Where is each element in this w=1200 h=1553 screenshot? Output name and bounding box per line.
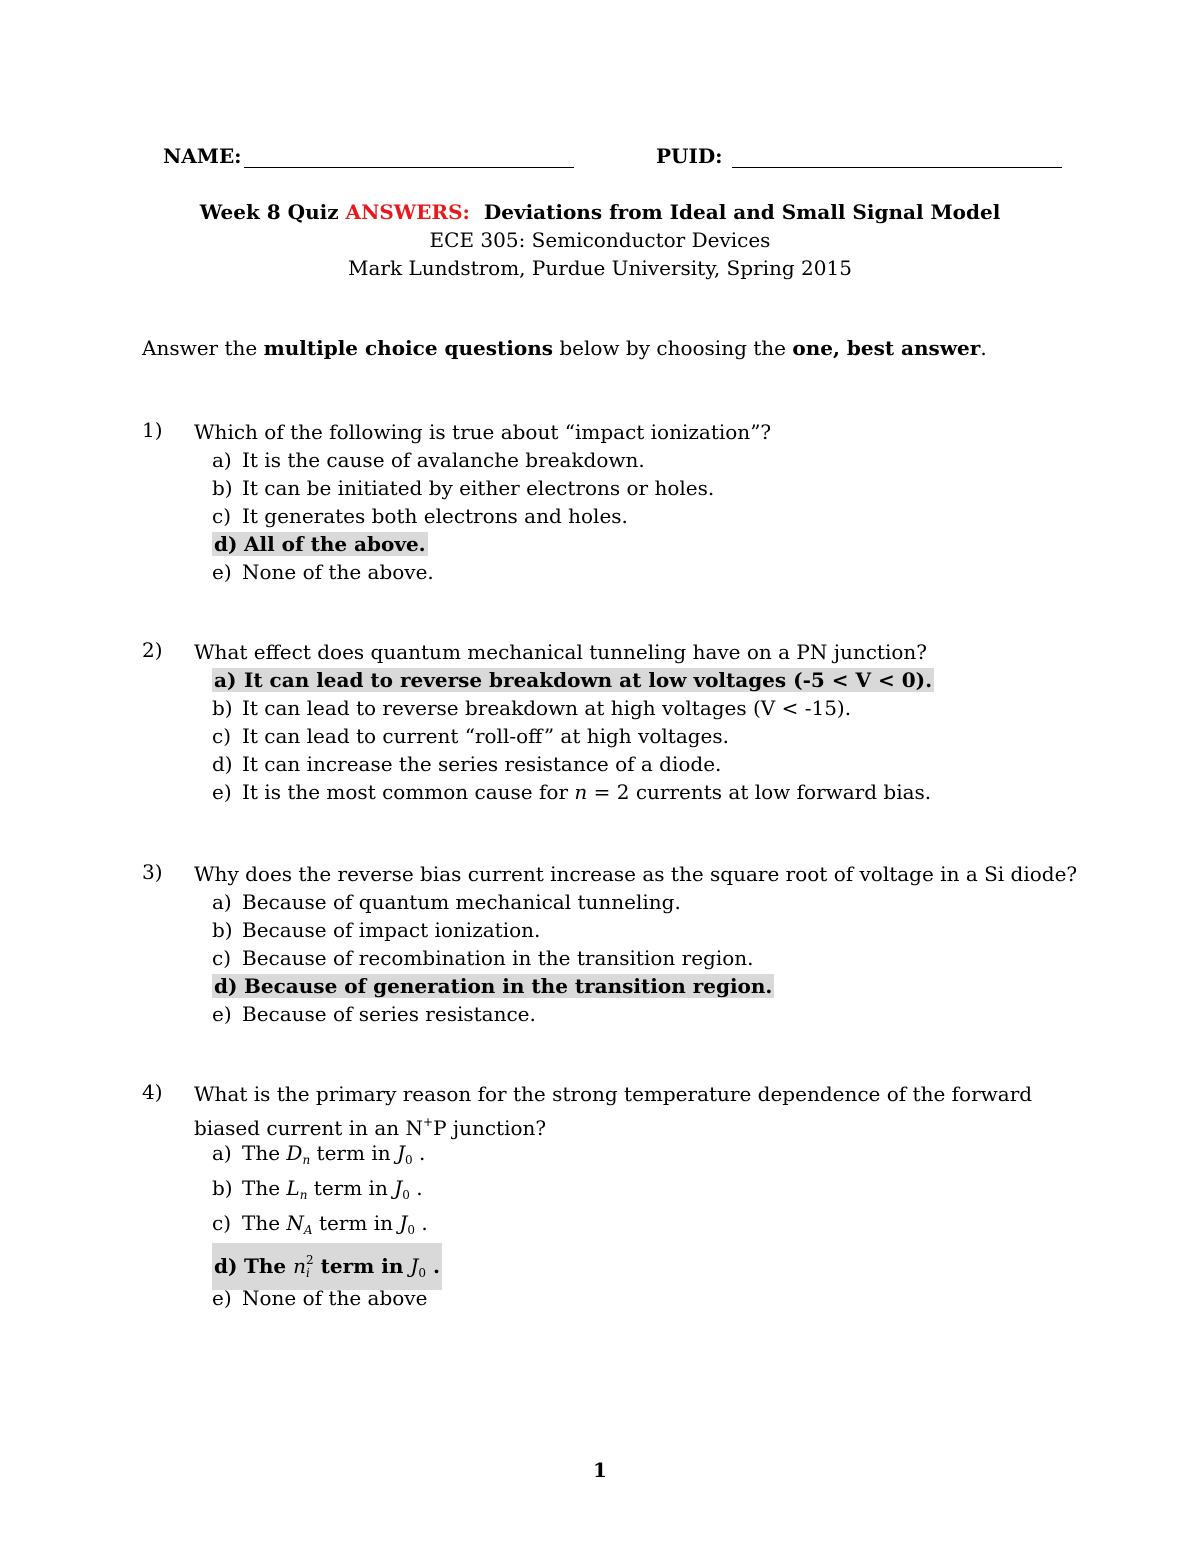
question-text-pre: What is the primary reason for the strong temperature dependence of the forward biased current in an N [194,1082,1033,1140]
instr-bold2: one, best answer [792,336,981,360]
option-list [212,1138,442,1313]
option-b [212,694,934,722]
option-e [212,1283,442,1313]
math-subscript: 0 [418,1266,427,1280]
option-label: d) [214,532,238,556]
option-text: None of the above. [242,560,434,584]
question-number: 2) [142,638,163,662]
question-number: 1) [142,418,163,442]
question-text: Why does the reverse bias current increase as the square root of voltage in a Si diode? [194,862,1078,886]
math-subscript: n [302,1153,311,1167]
option-text: It can be initiated by either electrons or holes. [242,476,715,500]
option-e [212,558,714,586]
option-label: b) [212,918,233,942]
option-text: It can lead to current “roll-off” at high voltages. [242,724,730,748]
math-subscript: 0 [404,1153,413,1167]
instr-part1: Answer the [142,336,264,360]
option-text-mid: term in [312,1211,400,1235]
math-subscript: 0 [407,1223,416,1237]
question-number: 4) [142,1080,163,1104]
option-text-the: The [242,1141,287,1165]
option-text-end: . [415,1211,428,1235]
option-text: It is the cause of avalanche breakdown. [242,448,645,472]
math-variable-j: J [410,1254,419,1278]
option-label: a) [212,448,232,472]
answer-highlight: d) The $ni^2$ term in $J_0$ . [212,1243,442,1290]
option-d-correct [212,1243,442,1283]
option-label: e) [212,780,232,804]
option-b [212,474,714,502]
option-text-end: . [412,1141,426,1165]
instructions [142,336,987,360]
option-label: e) [212,1286,232,1310]
option-text-mid: term in [313,1254,411,1278]
course-title: ECE 305: Semiconductor Devices [429,228,771,252]
superscript-plus: + [423,1115,434,1129]
option-text: Because of recombination in the transition region. [242,946,754,970]
option-text: It can lead to reverse breakdown at low voltages (-5 < V < 0). [244,668,933,692]
option-text-end: . [426,1254,440,1278]
option-c [212,1208,442,1243]
option-label: d) [214,1254,238,1278]
option-text-post: = 2 currents at low forward bias. [587,780,932,804]
math-subscript: n [299,1188,308,1202]
answer-highlight [212,668,934,692]
option-d-correct [212,972,774,1000]
option-e [212,778,934,806]
author-line: Mark Lundstrom, Purdue University, Spring 2015 [348,256,852,280]
option-a [212,446,714,474]
math-subscript: 0 [402,1188,410,1202]
math-variable: n [293,1254,307,1278]
name-field [163,144,574,168]
option-text-the: The [244,1254,294,1278]
math-variable-n: n [574,780,588,804]
option-c [212,722,934,750]
option-label: a) [212,1141,232,1165]
question-text: Which of the following is true about “impact ionization”? [194,420,772,444]
puid-field [656,144,1062,168]
title-suffix: Deviations from Ideal and Small Signal Model [469,200,1001,224]
title-block [0,198,1200,282]
instr-part3: . [980,336,987,360]
option-list [212,446,714,586]
option-d [212,750,934,778]
option-text-pre: It is the most common cause for [242,780,575,804]
option-label: d) [214,974,238,998]
option-label: b) [212,696,233,720]
option-text: Because of generation in the transition region. [244,974,773,998]
option-label: b) [212,1176,233,1200]
option-b [212,1173,442,1208]
option-e [212,1000,774,1028]
page-number: 1 [593,1458,607,1482]
option-text: It can increase the series resistance of a diode. [242,752,722,776]
option-text: Because of quantum mechanical tunneling. [242,890,681,914]
option-text-end: . [409,1176,423,1200]
title-answers-word: ANSWERS: [345,200,470,224]
option-b [212,916,774,944]
instr-part2: below by choosing the [553,336,793,360]
option-label: c) [212,1211,232,1235]
option-label: e) [212,560,232,584]
option-label: b) [212,476,233,500]
question-text [194,1080,1034,1142]
option-list [212,666,934,806]
option-text-the: The [242,1211,287,1235]
name-blank-line [244,149,574,168]
question-text-post: P junction? [433,1116,547,1140]
option-list [212,888,774,1028]
question-number: 3) [142,860,163,884]
option-c [212,502,714,530]
option-d-correct [212,530,714,558]
math-variable-j: J [399,1211,408,1235]
option-text-the: The [242,1176,287,1200]
option-text-mid: term in [310,1141,397,1165]
answer-highlight [212,532,428,556]
option-c [212,944,774,972]
answer-highlight [212,974,774,998]
option-label: c) [212,724,232,748]
math-variable: N [286,1211,304,1235]
math-superscript: 2 [306,1253,314,1267]
math-variable: D [286,1141,303,1165]
puid-blank-line [732,149,1062,168]
option-text: All of the above. [244,532,426,556]
option-text: It generates both electrons and holes. [242,504,628,528]
option-a-correct [212,666,934,694]
quiz-title [0,198,1200,226]
question-text: What effect does quantum mechanical tunneling have on a PN junction? [194,640,927,664]
option-text: It can lead to reverse breakdown at high voltages (V < -15). [242,696,852,720]
puid-label: PUID: [656,144,723,168]
title-prefix: Week 8 Quiz [199,200,346,224]
option-text: None of the above [242,1286,428,1310]
option-text: Because of series resistance. [242,1002,536,1026]
option-label: e) [212,1002,232,1026]
math-subscript: A [303,1223,313,1237]
math-variable-j: J [394,1176,403,1200]
option-label: d) [212,752,233,776]
option-label: a) [212,890,232,914]
option-a [212,888,774,916]
option-label: c) [212,946,232,970]
math-variable-j: J [396,1141,405,1165]
name-label: NAME: [163,144,242,168]
option-a [212,1138,442,1173]
option-text-mid: term in [307,1176,395,1200]
option-text: Because of impact ionization. [242,918,541,942]
option-label: c) [212,504,232,528]
math-variable: L [286,1176,300,1200]
instr-bold1: multiple choice questions [263,336,553,360]
option-label: a) [214,668,237,692]
